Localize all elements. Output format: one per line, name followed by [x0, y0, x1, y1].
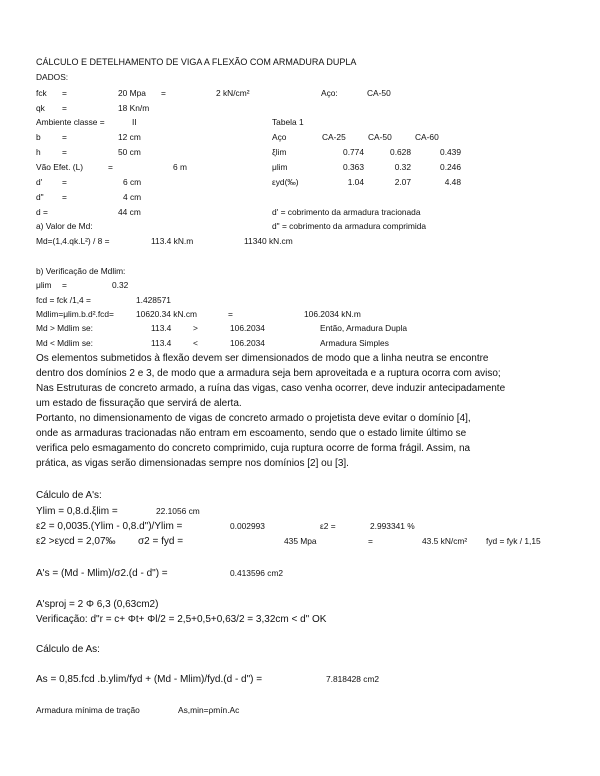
tabela-title: Tabela 1 [272, 117, 304, 127]
fck-eq: = [62, 88, 67, 98]
qk-label: qk [36, 103, 45, 113]
e2-percent: 2.993341 % [370, 521, 415, 531]
paragraph-line: verifica pelo esmagamento do concreto comprimido, cuja ruptura ocorre de forma frágil. Assim, na [36, 443, 471, 454]
verificacao: Verificação: d"r = c+ Φt+ Φl/2 = 2,5+0,5+0,63/2 = 3,32cm < d" OK [36, 614, 327, 625]
mulim-value: 0.32 [112, 280, 129, 290]
asproj: A'sproj = 2 Φ 6,3 (0,63cm2) [36, 599, 159, 610]
mulim-eq: = [62, 280, 67, 290]
tabela-cell: 0.628 [390, 147, 411, 157]
ambiente-value: II [132, 117, 137, 127]
section-b-label: b) Verificação de Mdlim: [36, 266, 126, 276]
tabela-row-label: ξlim [272, 147, 287, 157]
tabela-col-ca50: CA-50 [368, 132, 392, 142]
dlinha-value: 6 cm [123, 177, 142, 187]
vao-label: Vão Efet. (L) [36, 162, 84, 172]
d2linha-eq: = [62, 192, 67, 202]
comparison-result: Então, Armadura Dupla [320, 323, 408, 333]
note-d1: d' = cobrimento da armadura tracionada [272, 207, 421, 217]
tabela-cell: 4.48 [444, 177, 461, 187]
tabela-cell: 0.774 [343, 147, 364, 157]
comparison-operator: < [193, 338, 198, 348]
b-value: 12 cm [118, 132, 141, 142]
ylim-value: 22.1056 cm [156, 506, 200, 516]
as-linha-formula: A's = (Md - Mlim)/σ2.(d - d") = [36, 568, 168, 579]
tabela-cell: 0.32 [394, 162, 411, 172]
tabela-col-ca25: CA-25 [322, 132, 346, 142]
aco-label: Aço: [321, 88, 338, 98]
s2-label: σ2 = fyd = [138, 536, 184, 547]
e2-value: 0.002993 [230, 521, 265, 531]
armadura-minima-formula: As,min=ρmín.Ac [178, 705, 240, 715]
mdlim-value-kncm: 10620.34 kN.cm [136, 309, 197, 319]
tabela-cell: 2.07 [394, 177, 411, 187]
fyd-eq: = [368, 536, 373, 546]
tabela-cell: 0.439 [440, 147, 461, 157]
comparison-md: 113.4 [151, 323, 172, 333]
page-title: CÁLCULO E DETELHAMENTO DE VIGA A FLEXÃO COM ARMADURA DUPLA [36, 57, 357, 67]
as-value: 7.818428 cm2 [326, 674, 380, 684]
paragraph-line: Nas Estruturas de concreto armado, a ruína das vigas, caso venha ocorrer, deve induzir antecipadamente [36, 383, 506, 394]
md-value-knm: 113.4 kN.m [151, 236, 194, 246]
e2-label: ε2 = 0,0035.(Ylim - 0,8.d")/Ylim = [36, 521, 183, 532]
d2linha-value: 4 cm [123, 192, 142, 202]
vao-value: 6 m [173, 162, 187, 172]
e2-compare: ε2 >εycd = 2,07‰ [36, 536, 116, 547]
fyd-kncm2: 43.5 kN/cm² [422, 536, 468, 546]
tabela-row-label: μlim [272, 162, 288, 172]
paragraph-line: Os elementos submetidos à flexão devem ser dimensionados de modo que a linha neutra se encontre [36, 353, 489, 364]
mulim-label: μlim [36, 280, 52, 290]
comparison-operator: > [193, 323, 198, 333]
as-formula: As = 0,85.fcd .b.ylim/fyd + (Md - Mlim)/fyd.(d - d") = [36, 674, 263, 685]
mdlim-eq: = [228, 309, 233, 319]
h-label: h [36, 147, 41, 157]
paragraph-line: dentro dos domínios 2 e 3, de modo que a armadura seja bem aproveitada e a ruptura ocorra com aviso; [36, 368, 501, 379]
ambiente-label: Ambiente classe = [36, 117, 105, 127]
section-calc-as-linha: Cálculo de A's: [36, 490, 102, 501]
b-eq: = [62, 132, 67, 142]
comparison-label: Md < Mdlim se: [36, 338, 94, 348]
d-value: 44 cm [118, 207, 141, 217]
qk-value: 18 Kn/m [118, 103, 150, 113]
h-eq: = [62, 147, 67, 157]
paragraph-line: onde as armaduras tracionadas não entram em escoamento, sendo que o estado limite último se [36, 428, 467, 439]
dados-label: DADOS: [36, 72, 69, 82]
fcd-label: fcd = fck /1,4 = [36, 295, 91, 305]
section-calc-as: Cálculo de As: [36, 644, 100, 655]
armadura-minima-label: Armadura mínima de tração [36, 705, 140, 715]
comparison-md: 113.4 [151, 338, 172, 348]
dlinha-label: d' [36, 177, 43, 187]
comparison-mdlim: 106.2034 [230, 338, 265, 348]
fck-label: fck [36, 88, 47, 98]
d-label: d = [36, 207, 48, 217]
paragraph-line: um estado de fissuração que servirá de alerta. [36, 398, 242, 409]
fck-eq2: = [161, 88, 166, 98]
aco-value: CA-50 [367, 88, 391, 98]
tabela-cell: 0.363 [343, 162, 364, 172]
e2-label2: ε2 = [320, 521, 336, 531]
tabela-cell: 0.246 [440, 162, 461, 172]
b-label: b [36, 132, 41, 142]
fck-alt: 2 kN/cm² [216, 88, 250, 98]
note-d2: d" = cobrimento da armadura comprimida [272, 221, 427, 231]
ylim-label: Ylim = 0,8.d.ξlim = [36, 506, 118, 517]
dlinha-eq: = [62, 177, 67, 187]
section-a-label: a) Valor de Md: [36, 221, 93, 231]
mdlim-label: Mdlim=μlim.b.d².fcd= [36, 309, 114, 319]
fyd-formula: fyd = fyk / 1,15 [486, 536, 541, 546]
as-linha-value: 0.413596 cm2 [230, 568, 284, 578]
fyd-mpa: 435 Mpa [284, 536, 317, 546]
h-value: 50 cm [118, 147, 141, 157]
tabela-cell: 1.04 [347, 177, 364, 187]
comparison-result: Armadura Simples [320, 338, 389, 348]
md-value-kncm: 11340 kN.cm [244, 236, 293, 246]
paragraph-line: Portanto, no dimensionamento de vigas de concreto armado o projetista deve evitar o domínio [4], [36, 413, 471, 424]
d2linha-label: d" [36, 192, 44, 202]
comparison-label: Md > Mdlim se: [36, 323, 94, 333]
mdlim-value-knm: 106.2034 kN.m [304, 309, 361, 319]
fcd-value: 1.428571 [136, 295, 171, 305]
tabela-col-ca60: CA-60 [415, 132, 439, 142]
md-formula: Md=(1,4.qk.L²) / 8 = [36, 236, 110, 246]
vao-eq: = [108, 162, 113, 172]
paragraph-line: prática, as vigas serão dimensionadas sempre nos domínios [2] ou [3]. [36, 458, 349, 469]
comparison-mdlim: 106.2034 [230, 323, 265, 333]
fck-value: 20 Mpa [118, 88, 146, 98]
tabela-header-label: Aço [272, 132, 287, 142]
tabela-row-label: εyd(‰) [272, 177, 299, 187]
qk-eq: = [62, 103, 67, 113]
